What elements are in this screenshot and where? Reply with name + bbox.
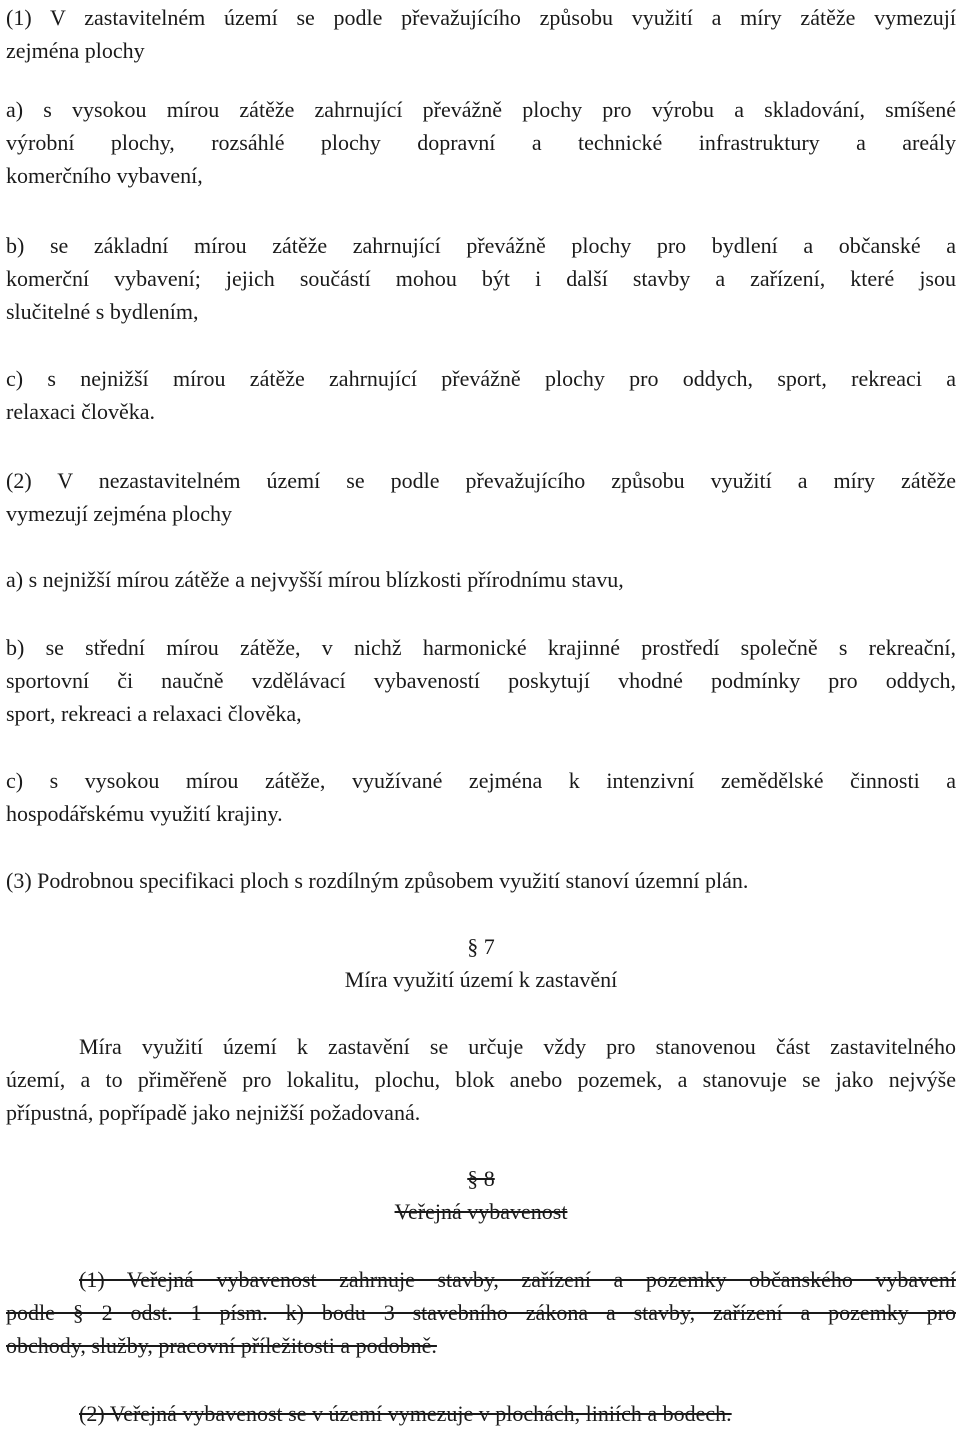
text-line: slučitelné s bydlením, — [6, 299, 199, 324]
text-line: (2) Veřejná vybavenost se v území vymezuje v plochách, liniích a bodech. — [79, 1401, 732, 1426]
paragraph-1-item-a — [6, 93, 956, 192]
text-line: (1) Veřejná vybavenost zahrnuje stavby, zařízení a pozemky občanského vybavení — [79, 1267, 956, 1292]
text-line: přípustná, popřípadě jako nejnižší požadovaná. — [6, 1100, 421, 1125]
text-line: (3) Podrobnou specifikaci ploch s rozdílným způsobem využití stanoví územní plán. — [6, 868, 749, 893]
text-line: (2) V nezastavitelném území se podle převažujícího způsobu využití a míry zátěže — [6, 468, 956, 493]
paragraph-1-item-b — [6, 229, 956, 328]
text-line: a) s nejnižší mírou zátěže a nejvyšší mírou blízkosti přírodnímu stavu, — [6, 567, 624, 592]
text-line: sportovní či naučně vzdělávací vybaveností poskytují vhodné podmínky pro oddych, — [6, 668, 956, 693]
text-line: hospodářskému využití krajiny. — [6, 801, 283, 826]
paragraph-2-item-c — [6, 764, 956, 830]
text-line: komerční vybavení; jejich součástí mohou být i další stavby a zařízení, které jsou — [6, 266, 956, 291]
text-line: (1) V zastavitelném území se podle převažujícího způsobu využití a míry zátěže vymezují — [6, 5, 956, 30]
text-line: vymezují zejména plochy — [6, 501, 233, 526]
text-line: výrobní plochy, rozsáhlé plochy dopravní a technické infrastruktury a areály — [6, 130, 956, 155]
paragraph-2-intro — [6, 464, 956, 530]
text-line: c) s vysokou mírou zátěže, využívané zejména k intenzivní zemědělské činnosti a — [6, 768, 956, 793]
section-number: § 8 — [467, 1166, 495, 1191]
text-line: b) se základní mírou zátěže zahrnující převážně plochy pro bydlení a občanské a — [6, 233, 956, 258]
text-line: zejména plochy — [6, 38, 145, 63]
text-line: relaxaci člověka. — [6, 399, 156, 424]
text-line: Míra využití území k zastavění se určuje vždy pro stanovenou část zastavitelného — [79, 1034, 956, 1059]
text-line: území, a to přiměřeně pro lokalitu, plochu, blok anebo pozemek, a stanovuje se jako nejvýše — [6, 1067, 956, 1092]
text-line: podle § 2 odst. 1 písm. k) bodu 3 stavebního zákona a stavby, zařízení a pozemky pro — [6, 1300, 956, 1325]
text-line: obchody, služby, pracovní příležitosti a podobně. — [6, 1333, 437, 1358]
text-line: b) se střední mírou zátěže, v nichž harmonické krajinné prostředí společně s rekreační, — [6, 635, 956, 660]
paragraph-1-intro — [6, 1, 956, 67]
section-number: § 7 — [467, 934, 495, 959]
text-line: a) s vysokou mírou zátěže zahrnující převážně plochy pro výrobu a skladování, smíšené — [6, 97, 956, 122]
section-8-paragraph-1 — [6, 1263, 956, 1362]
paragraph-1-item-c — [6, 362, 956, 428]
section-8-paragraph-2 — [6, 1397, 956, 1430]
section-8-header — [6, 1162, 956, 1228]
section-7-body — [6, 1030, 956, 1129]
text-line: sport, rekreaci a relaxaci člověka, — [6, 701, 302, 726]
paragraph-2-item-a — [6, 563, 956, 596]
text-line: c) s nejnižší mírou zátěže zahrnující převážně plochy pro oddych, sport, rekreaci a — [6, 366, 956, 391]
paragraph-3 — [6, 864, 956, 897]
section-heading: Veřejná vybavenost — [394, 1199, 568, 1224]
section-heading: Míra využití území k zastavění — [344, 967, 618, 992]
paragraph-2-item-b — [6, 631, 956, 730]
text-line: komerčního vybavení, — [6, 163, 203, 188]
section-7-header — [6, 930, 956, 996]
